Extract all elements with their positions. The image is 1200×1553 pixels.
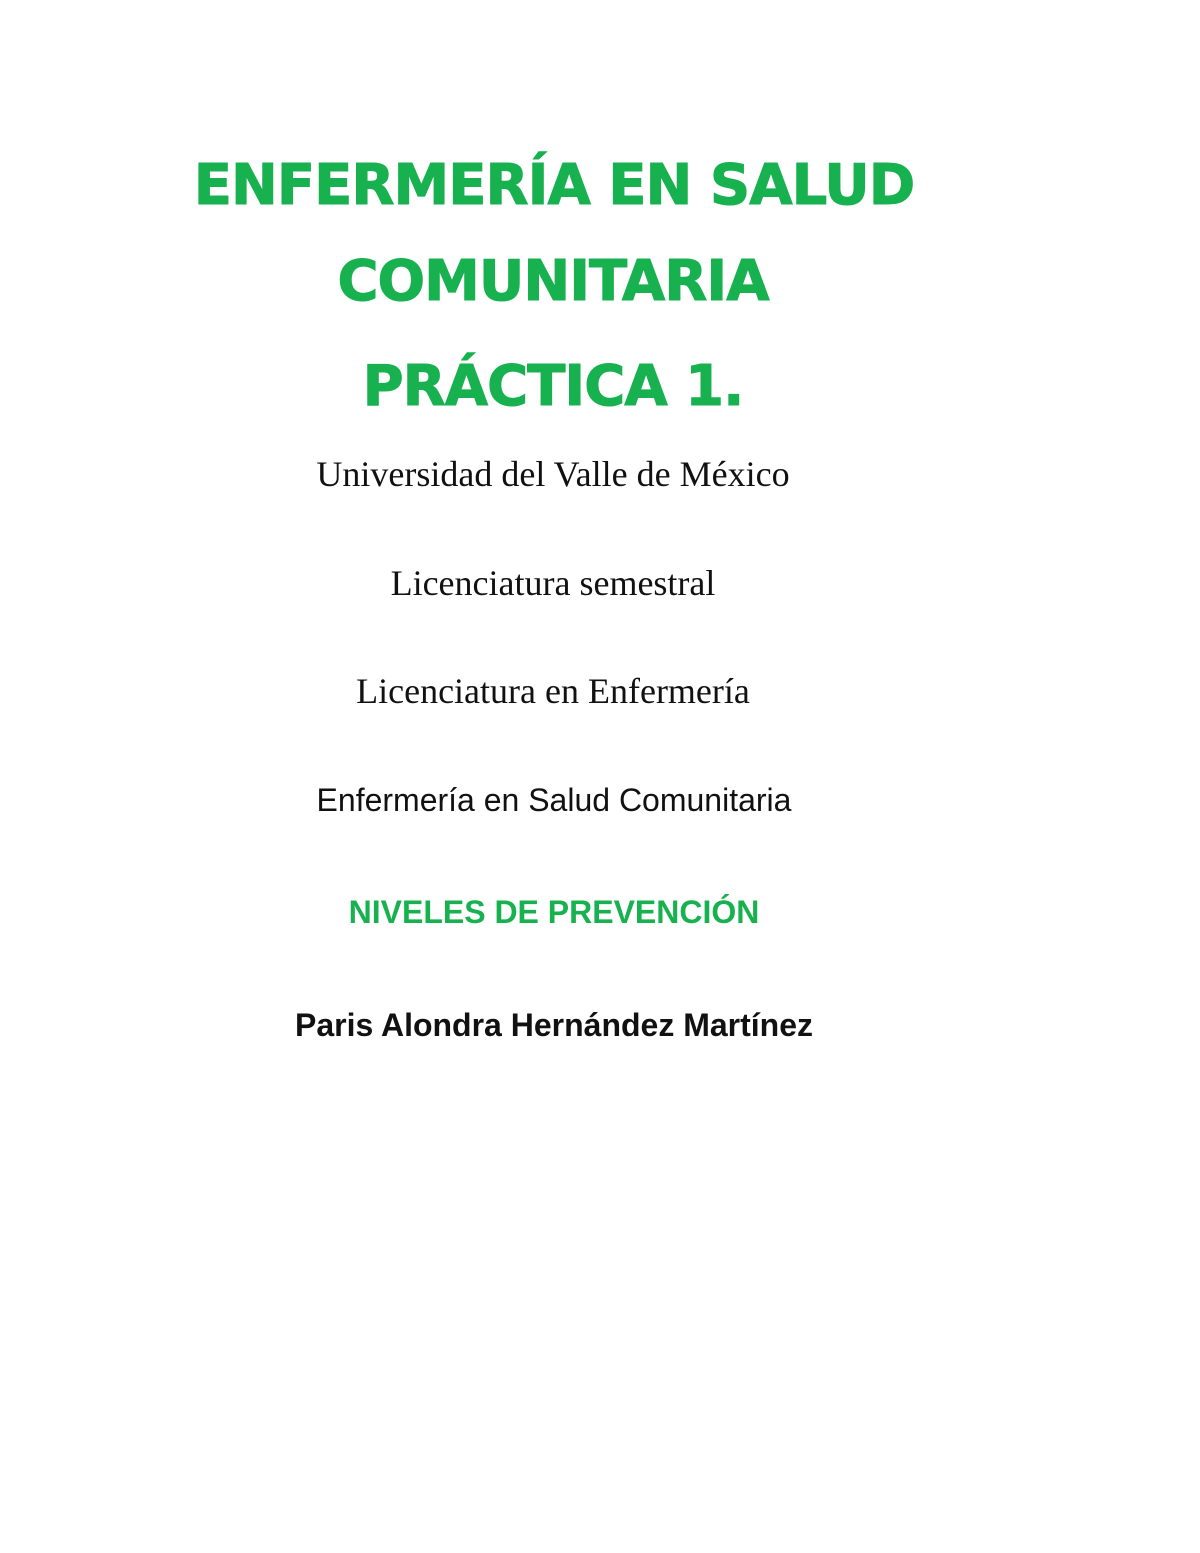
program-name: Licenciatura en Enfermería bbox=[356, 671, 750, 711]
university-name: Universidad del Valle de México bbox=[316, 454, 790, 494]
program-type: Licenciatura semestral bbox=[390, 563, 716, 603]
author-name: Paris Alondra Hernández Martínez bbox=[294, 1007, 814, 1043]
topic-title: NIVELES DE PREVENCIÓN bbox=[348, 894, 760, 930]
title-line-3: PRÁCTICA 1. bbox=[362, 354, 744, 419]
title-line-2: COMUNITARIA bbox=[337, 249, 769, 314]
course-name: Enfermería en Salud Comunitaria bbox=[316, 782, 792, 818]
title-line-1: ENFERMERÍA EN SALUD bbox=[193, 153, 915, 218]
